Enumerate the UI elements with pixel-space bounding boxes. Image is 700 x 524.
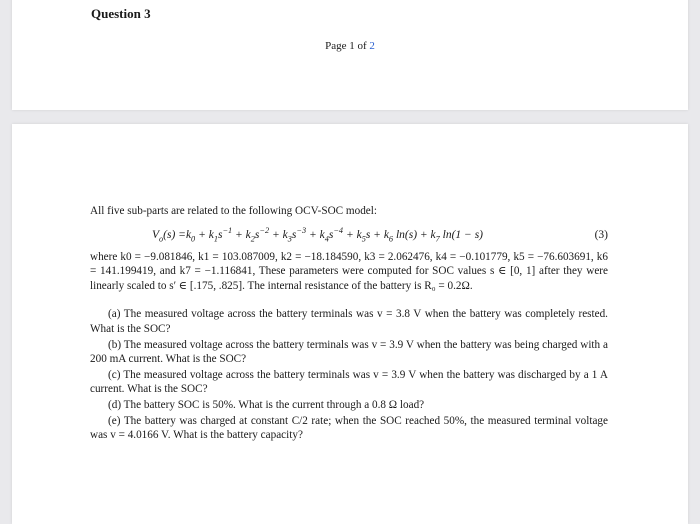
- pdf-page-2: [12, 124, 688, 524]
- sub-part-label: (c): [108, 368, 121, 381]
- page-indicator: [12, 40, 688, 52]
- sub-part-text: The measured voltage across the battery terminals was v = 3.8 V when the battery was completely rested. What is the SOC?: [90, 308, 608, 335]
- params-line: the battery is R₀ = 0.2Ω.: [363, 279, 473, 292]
- sub-part-e: [90, 414, 608, 443]
- question-heading: Question 3: [91, 6, 151, 21]
- page-indicator-label: Page 1 of: [325, 40, 370, 52]
- sub-part-label: (a): [108, 308, 121, 321]
- sub-part-text: The measured voltage across the battery terminals was v = 3.9 V when the battery was discharged by a 1 A current. What is the SOC?: [90, 368, 608, 396]
- intro-text: All five sub-parts are related to the following OCV-SOC model:: [90, 205, 377, 217]
- sub-part-text: The measured voltage across the battery terminals was v = 3.9 V when the battery was being charged with a 200 mA current. What is the SOC?: [90, 338, 608, 366]
- parameters-paragraph: [90, 250, 608, 294]
- equation-body: $V_o(s) =k_0 + k_1s^{-1} + k_2s^{-2} + k_3s^{-3} + k_4s^{-4} + k_5s + k_6$ $\ln(s) + k_7$ ln(1 − s): [152, 225, 483, 243]
- sub-part-text: The battery was charged at constant C/2 rate; when the SOC reached 50%, the measured terminal voltage was v = 4.0166 V. What is the battery capacity?: [90, 414, 608, 442]
- page-total-link[interactable]: 2: [369, 40, 375, 52]
- sub-part-a: [90, 307, 608, 336]
- equation-number: (3): [594, 228, 608, 241]
- sub-parts-list: [90, 307, 608, 442]
- sub-part-label: (e): [108, 414, 121, 427]
- sub-part-text: The battery SOC is 50%. What is the current through a 0.8 Ω load?: [123, 398, 425, 411]
- problem-text: [90, 204, 608, 444]
- sub-part-label: (d): [108, 398, 122, 411]
- params-line: k5 = −76.603691, k6 = 141.199419, and k7 = −1.116841, These parameters were computed for: [90, 250, 608, 278]
- ocv-soc-equation: [90, 225, 608, 245]
- params-line: where k0 = −9.081846, k1 = 103.087009, k2 = −18.184590, k3 = 2.062476, k4 = −0.101779,: [90, 250, 511, 263]
- sub-part-c: [90, 368, 608, 397]
- params-line: SOC values s ∈ [0, 1] after they were linearly scaled to s′ ∈ [.175, .825]. The internal resistance of: [90, 265, 608, 292]
- pdf-page-1: [12, 0, 688, 110]
- sub-part-label: (b): [108, 338, 122, 351]
- sub-part-b: [90, 338, 608, 367]
- sub-part-d: [90, 398, 608, 413]
